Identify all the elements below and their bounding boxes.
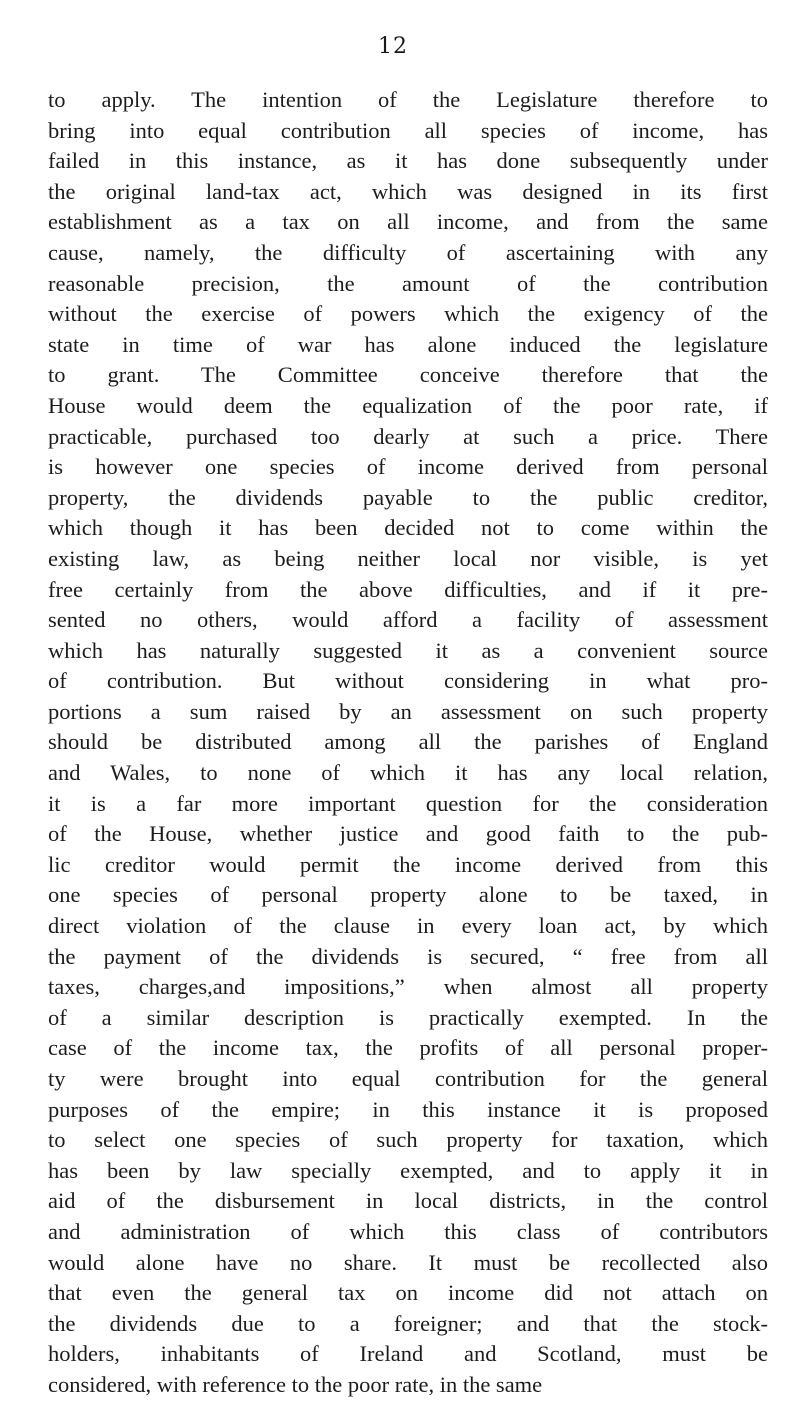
text-line: and administration of which this class of contributors bbox=[48, 1218, 768, 1244]
text-line: which has naturally suggested it as a convenient source bbox=[48, 637, 768, 663]
text-line: cause, namely, the difficulty of ascertaining with any bbox=[48, 239, 768, 265]
text-line: which though it has been decided not to come within the bbox=[48, 515, 768, 541]
text-line: portions a sum raised by an assessment on such property bbox=[48, 698, 768, 724]
text-line: the dividends due to a foreigner; and that the stock- bbox=[48, 1310, 768, 1336]
body-text bbox=[48, 85, 768, 1401]
text-line: considered, with reference to the poor rate, in the same bbox=[48, 1371, 543, 1397]
text-line: to grant. The Committee conceive therefore that the bbox=[48, 362, 768, 388]
text-line: one species of personal property alone to be taxed, in bbox=[48, 882, 768, 908]
text-line: aid of the disbursement in local districts, in the control bbox=[48, 1188, 768, 1214]
text-line: of a similar description is practically exempted. In the bbox=[48, 1004, 768, 1030]
text-line: House would deem the equalization of the poor rate, if bbox=[48, 392, 768, 418]
text-line: to apply. The intention of the Legislature therefore to bbox=[48, 87, 768, 112]
text-line: establishment as a tax on all income, and from the same bbox=[48, 209, 768, 235]
text-line: that even the general tax on income did not attach on bbox=[48, 1280, 768, 1306]
text-line: should be distributed among all the parishes of England bbox=[48, 729, 768, 755]
text-line: sented no others, would afford a facility of assessment bbox=[48, 607, 768, 633]
text-line: free certainly from the above difficulties, and if it pre- bbox=[48, 576, 768, 602]
text-line: failed in this instance, as it has done subsequently under bbox=[48, 148, 768, 174]
text-line: direct violation of the clause in every loan act, by which bbox=[48, 913, 768, 939]
text-line: purposes of the empire; in this instance it is proposed bbox=[48, 1096, 768, 1122]
text-line: state in time of war has alone induced the legislature bbox=[48, 331, 768, 357]
text-line: holders, inhabitants of Ireland and Scotland, must be bbox=[48, 1341, 768, 1367]
text-line: without the exercise of powers which the exigency of the bbox=[48, 301, 768, 327]
text-line: lic creditor would permit the income derived from this bbox=[48, 851, 768, 877]
text-line: of the House, whether justice and good faith to the pub- bbox=[48, 821, 768, 847]
text-line: the payment of the dividends is secured, “ free from all bbox=[48, 943, 768, 969]
page-number: 12 bbox=[378, 34, 408, 59]
text-line: ty were brought into equal contribution for the general bbox=[48, 1066, 768, 1091]
text-line: has been by law specially exempted, and to apply it in bbox=[48, 1157, 768, 1183]
text-line: of contribution. But without considering in what pro- bbox=[48, 668, 768, 694]
text-line: would alone have no share. It must be recollected also bbox=[48, 1249, 768, 1275]
text-line: property, the dividends payable to the public creditor, bbox=[48, 484, 768, 510]
text-line: the original land-tax act, which was designed in its first bbox=[48, 178, 768, 204]
text-line: bring into equal contribution all species of income, has bbox=[48, 117, 768, 143]
text-line: to select one species of such property for taxation, which bbox=[48, 1127, 768, 1153]
text-line: reasonable precision, the amount of the contribution bbox=[48, 270, 768, 296]
text-line: case of the income tax, the profits of all personal proper- bbox=[48, 1035, 768, 1061]
text-line: and Wales, to none of which it has any local relation, bbox=[48, 760, 768, 786]
text-line: existing law, as being neither local nor visible, is yet bbox=[48, 545, 768, 571]
text-line: practicable, purchased too dearly at such a price. There bbox=[48, 423, 768, 449]
text-line: is however one species of income derived from personal bbox=[48, 454, 768, 480]
text-line: it is a far more important question for the consideration bbox=[48, 790, 768, 816]
text-line: taxes, charges,and impositions,” when almost all property bbox=[48, 974, 768, 1000]
